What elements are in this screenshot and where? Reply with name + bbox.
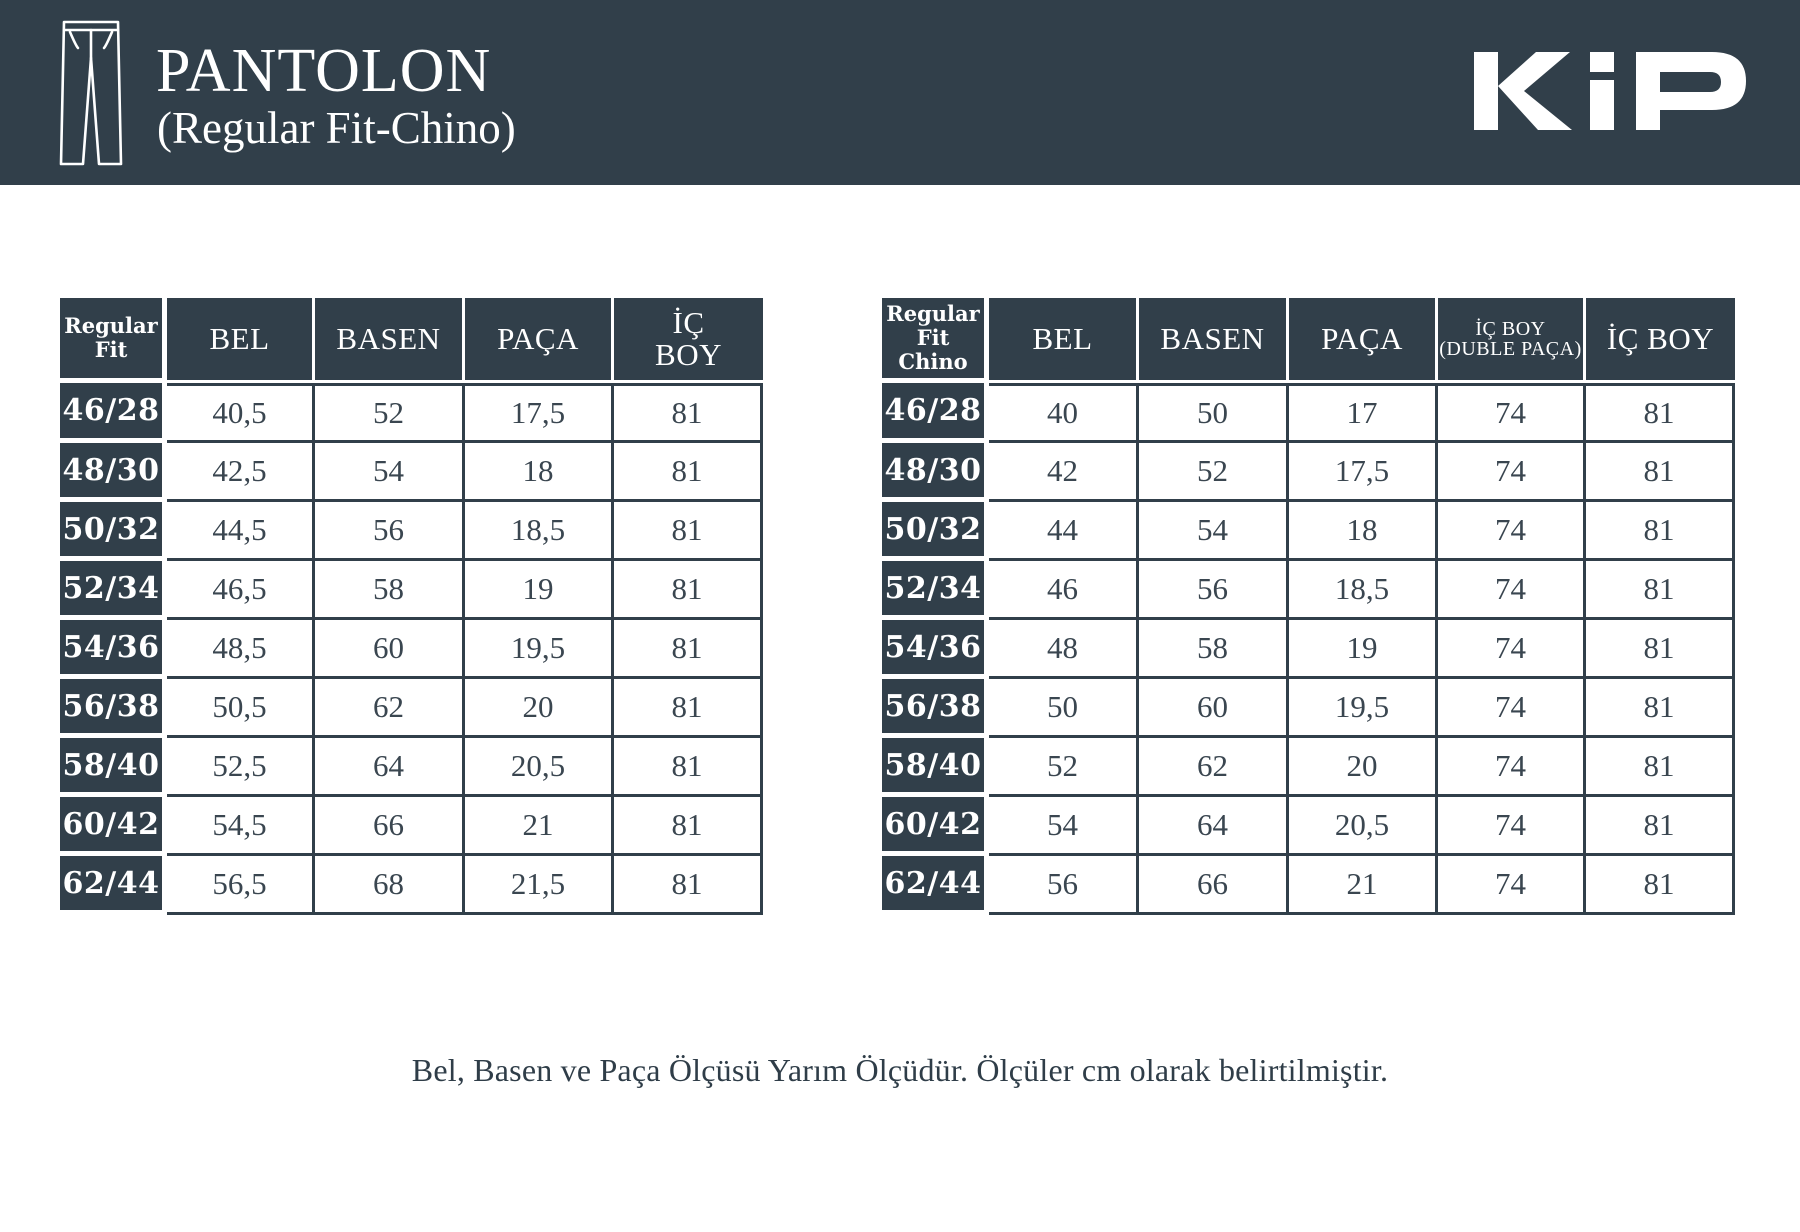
table-row <box>60 679 763 738</box>
measurement-cell: 20,5 <box>465 738 614 797</box>
measurement-cell: 62 <box>1139 738 1289 797</box>
measurement-cell: 74 <box>1438 502 1586 561</box>
regular-fit-size-table <box>60 298 763 915</box>
size-label: 52/34 <box>60 561 167 620</box>
measurement-cell: 17,5 <box>465 383 614 443</box>
column-header: BEL <box>167 298 315 383</box>
table-row <box>60 383 763 443</box>
kip-logo <box>1474 50 1746 132</box>
measurement-cell: 81 <box>614 856 763 915</box>
corner-label-text: Regular Fit <box>64 313 158 362</box>
column-header: PAÇA <box>1289 298 1438 383</box>
measurement-cell: 81 <box>1586 679 1735 738</box>
measurement-cell: 42,5 <box>167 443 315 502</box>
measurement-cell: 44,5 <box>167 502 315 561</box>
measurement-cell: 19,5 <box>465 620 614 679</box>
measurement-cell: 74 <box>1438 856 1586 915</box>
size-label: 50/32 <box>882 502 989 561</box>
measurement-cell: 18 <box>1289 502 1438 561</box>
measurement-cell: 81 <box>1586 856 1735 915</box>
table-row <box>60 502 763 561</box>
measurement-cell: 81 <box>614 561 763 620</box>
measurement-cell: 81 <box>614 738 763 797</box>
measurement-cell: 52 <box>315 383 465 443</box>
corner-label-text: Regular Fit Chino <box>886 301 980 374</box>
measurement-cell: 52,5 <box>167 738 315 797</box>
measurement-cell: 50 <box>1139 383 1289 443</box>
measurement-cell: 21 <box>1289 856 1438 915</box>
measurement-cell: 81 <box>1586 561 1735 620</box>
measurement-cell: 46 <box>989 561 1139 620</box>
measurement-cell: 66 <box>1139 856 1289 915</box>
measurement-cell: 81 <box>614 502 763 561</box>
table-row <box>882 383 1735 443</box>
header-banner <box>0 0 1800 185</box>
measurement-cell: 52 <box>989 738 1139 797</box>
measurement-cell: 42 <box>989 443 1139 502</box>
measurement-cell: 19,5 <box>1289 679 1438 738</box>
measurement-cell: 54 <box>315 443 465 502</box>
table-row <box>882 679 1735 738</box>
measurement-cell: 56,5 <box>167 856 315 915</box>
measurement-cell: 74 <box>1438 383 1586 443</box>
measurement-cell: 81 <box>1586 443 1735 502</box>
measurement-cell: 58 <box>315 561 465 620</box>
table-row <box>60 443 763 502</box>
measurement-cell: 81 <box>614 383 763 443</box>
table-row <box>882 620 1735 679</box>
size-label: 58/40 <box>60 738 167 797</box>
column-header: BASEN <box>315 298 465 383</box>
table-row <box>60 561 763 620</box>
measurement-cell: 48 <box>989 620 1139 679</box>
table-row <box>60 620 763 679</box>
footnote: Bel, Basen ve Paça Ölçüsü Yarım Ölçüdür. Ölçüler cm olarak belirtilmiştir. <box>411 1052 1389 1088</box>
measurement-cell: 81 <box>614 443 763 502</box>
table-row <box>60 797 763 856</box>
corner-label <box>882 298 989 383</box>
size-label: 46/28 <box>882 383 989 443</box>
size-label: 52/34 <box>882 561 989 620</box>
measurement-cell: 60 <box>1139 679 1289 738</box>
measurement-cell: 18 <box>465 443 614 502</box>
measurement-cell: 81 <box>1586 502 1735 561</box>
column-header: İÇ BOY <box>614 298 763 383</box>
measurement-cell: 60 <box>315 620 465 679</box>
table-row <box>882 856 1735 915</box>
measurement-cell: 74 <box>1438 797 1586 856</box>
measurement-cell: 74 <box>1438 738 1586 797</box>
size-label: 60/42 <box>60 797 167 856</box>
measurement-cell: 44 <box>989 502 1139 561</box>
measurement-cell: 20,5 <box>1289 797 1438 856</box>
measurement-cell: 20 <box>465 679 614 738</box>
corner-label <box>60 298 167 383</box>
measurement-cell: 40,5 <box>167 383 315 443</box>
measurement-cell: 50,5 <box>167 679 315 738</box>
size-label: 56/38 <box>882 679 989 738</box>
column-header: BASEN <box>1139 298 1289 383</box>
column-header: İÇ BOY (DUBLE PAÇA) <box>1438 298 1586 383</box>
measurement-cell: 56 <box>1139 561 1289 620</box>
measurement-cell: 52 <box>1139 443 1289 502</box>
column-header: PAÇA <box>465 298 614 383</box>
measurement-cell: 81 <box>1586 797 1735 856</box>
size-label: 48/30 <box>882 443 989 502</box>
measurement-cell: 81 <box>1586 620 1735 679</box>
size-label: 54/36 <box>882 620 989 679</box>
measurement-cell: 74 <box>1438 679 1586 738</box>
size-label: 56/38 <box>60 679 167 738</box>
table-header-row <box>60 298 763 383</box>
size-label: 62/44 <box>60 856 167 915</box>
measurement-cell: 54 <box>1139 502 1289 561</box>
page-subtitle: (Regular Fit-Chino) <box>157 103 516 153</box>
measurement-cell: 81 <box>614 679 763 738</box>
table-row <box>882 502 1735 561</box>
chino-size-table <box>882 298 1735 915</box>
measurement-cell: 64 <box>1139 797 1289 856</box>
size-label: 62/44 <box>882 856 989 915</box>
measurement-cell: 54 <box>989 797 1139 856</box>
measurement-cell: 19 <box>465 561 614 620</box>
measurement-cell: 50 <box>989 679 1139 738</box>
measurement-cell: 17 <box>1289 383 1438 443</box>
measurement-cell: 58 <box>1139 620 1289 679</box>
measurement-cell: 40 <box>989 383 1139 443</box>
page-title: PANTOLON <box>156 37 492 105</box>
measurement-cell: 81 <box>1586 738 1735 797</box>
size-label: 60/42 <box>882 797 989 856</box>
measurement-cell: 81 <box>614 797 763 856</box>
measurement-cell: 20 <box>1289 738 1438 797</box>
size-label: 46/28 <box>60 383 167 443</box>
measurement-cell: 74 <box>1438 443 1586 502</box>
measurement-cell: 48,5 <box>167 620 315 679</box>
measurement-cell: 46,5 <box>167 561 315 620</box>
table-header-row <box>882 298 1735 383</box>
table-row <box>882 561 1735 620</box>
measurement-cell: 18,5 <box>1289 561 1438 620</box>
measurement-cell: 17,5 <box>1289 443 1438 502</box>
measurement-cell: 66 <box>315 797 465 856</box>
measurement-cell: 21,5 <box>465 856 614 915</box>
measurement-cell: 64 <box>315 738 465 797</box>
measurement-cell: 74 <box>1438 561 1586 620</box>
size-label: 48/30 <box>60 443 167 502</box>
measurement-cell: 81 <box>1586 383 1735 443</box>
size-label: 54/36 <box>60 620 167 679</box>
pants-icon <box>58 18 124 168</box>
measurement-cell: 54,5 <box>167 797 315 856</box>
size-label: 58/40 <box>882 738 989 797</box>
measurement-cell: 56 <box>315 502 465 561</box>
measurement-cell: 18,5 <box>465 502 614 561</box>
measurement-cell: 62 <box>315 679 465 738</box>
table-row <box>882 738 1735 797</box>
table-row <box>882 797 1735 856</box>
table-row <box>60 856 763 915</box>
table-row <box>60 738 763 797</box>
measurement-cell: 21 <box>465 797 614 856</box>
measurement-cell: 19 <box>1289 620 1438 679</box>
column-header: İÇ BOY <box>1586 298 1735 383</box>
measurement-cell: 56 <box>989 856 1139 915</box>
column-header: BEL <box>989 298 1139 383</box>
size-label: 50/32 <box>60 502 167 561</box>
measurement-cell: 81 <box>614 620 763 679</box>
measurement-cell: 68 <box>315 856 465 915</box>
measurement-cell: 74 <box>1438 620 1586 679</box>
table-row <box>882 443 1735 502</box>
